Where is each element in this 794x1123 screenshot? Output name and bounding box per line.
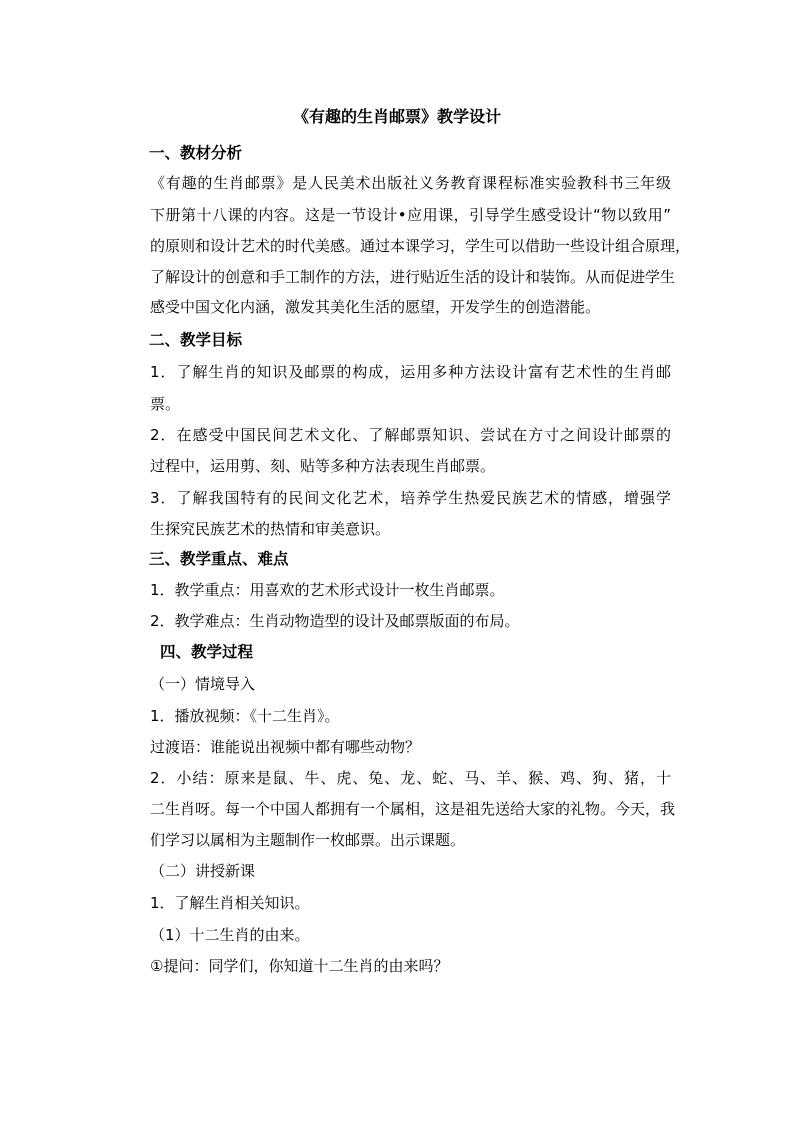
paragraph-line: 们学习以属相为主题制作一枚邮票。出示课题。 <box>150 831 466 849</box>
paragraph-line: 下册第十八课的内容。这是一节设计•应用课，引导学生感受设计“物以致用” <box>150 206 671 224</box>
section-heading-teaching-process: 四、教学过程 <box>160 643 254 661</box>
subsection-heading: （一）情境导入 <box>150 675 256 693</box>
paragraph-line: 2．在感受中国民间艺术文化、了解邮票知识、尝试在方寸之间设计邮票的 <box>150 426 671 444</box>
paragraph-line: 《有趣的生肖邮票》是人民美术出版社义务教育课程标准实验教科书三年级 <box>150 174 671 192</box>
paragraph-line: 1．教学重点：用喜欢的艺术形式设计一枚生肖邮票。 <box>150 581 505 599</box>
paragraph-line: 3．了解我国特有的民间文化艺术，培养学生热爱民族艺术的情感，增强学 <box>150 489 671 507</box>
paragraph-line: 1．播放视频：《十二生肖》。 <box>150 707 340 725</box>
paragraph-line: 过程中，运用剪、刻、贴等多种方法表现生肖邮票。 <box>150 457 496 475</box>
paragraph-line: 的原则和设计艺术的时代美感。通过本课学习，学生可以借助一些设计组合原理， <box>150 237 691 255</box>
paragraph-line: 2．小结：原来是鼠、牛、虎、兔、龙、蛇、马、羊、猴、鸡、狗、猪，十 <box>150 769 671 787</box>
paragraph-line: 生探究民族艺术的热情和审美意识。 <box>150 520 391 538</box>
section-heading-teaching-goals: 二、教学目标 <box>149 331 243 349</box>
page-title: 《有趣的生肖邮票》教学设计 <box>292 107 501 126</box>
paragraph-line: 过渡语：谁能说出视频中都有哪些动物？ <box>150 738 421 756</box>
paragraph-line: 票。 <box>150 395 181 413</box>
subsection-heading: （二）讲授新课 <box>150 862 256 880</box>
section-heading-textbook-analysis: 一、教材分析 <box>149 144 243 162</box>
paragraph-line: 二生肖呀。每一个中国人都拥有一个属相，这是祖先送给大家的礼物。今天，我 <box>150 800 676 818</box>
section-heading-key-points: 三、教学重点、难点 <box>149 550 289 568</box>
paragraph-line: 1．了解生肖的知识及邮票的构成，运用多种方法设计富有艺术性的生肖邮 <box>150 363 671 381</box>
paragraph-line: 感受中国文化内涵，激发其美化生活的愿望，开发学生的创造潜能。 <box>150 298 601 316</box>
paragraph-line: 了解设计的创意和手工制作的方法，进行贴近生活的设计和装饰。从而促进学生 <box>150 268 676 286</box>
paragraph-line: 1．了解生肖相关知识。 <box>150 894 310 912</box>
paragraph-line: 2．教学难点：生肖动物造型的设计及邮票版面的布局。 <box>150 612 520 630</box>
paragraph-line: （1）十二生肖的由来。 <box>150 926 310 944</box>
paragraph-line: ①提问：同学们，你知道十二生肖的由来吗？ <box>150 957 449 975</box>
